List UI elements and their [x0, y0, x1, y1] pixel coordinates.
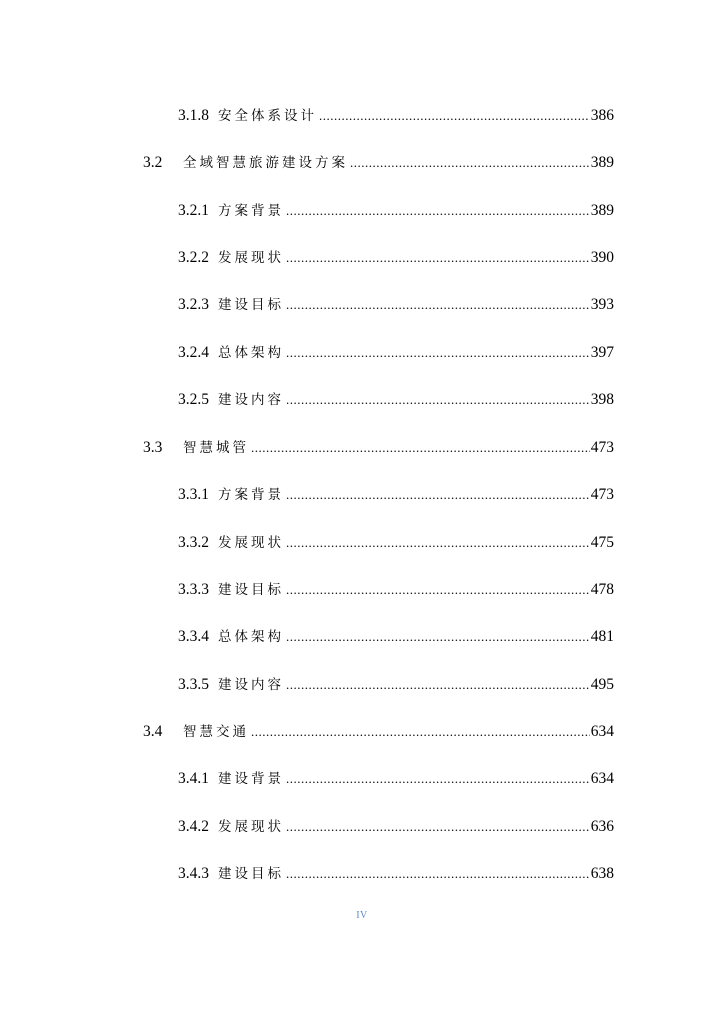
toc-entry-title: 发展现状 [218, 819, 284, 835]
toc-entry-title: 建设内容 [218, 392, 284, 408]
toc-leader-dots [286, 673, 590, 697]
toc-entry-number: 3.4.3 [178, 865, 209, 882]
toc-entry-number: 3.3.3 [178, 581, 209, 598]
toc-entry-page: 478 [590, 581, 614, 598]
toc-entry-title: 方案背景 [218, 203, 284, 219]
toc-entry-3-2-2[interactable] [178, 246, 614, 270]
toc-entry-title: 发展现状 [218, 250, 284, 266]
toc-entry-page: 481 [590, 628, 614, 645]
toc-entry-title: 建设内容 [218, 677, 284, 693]
toc-entry-title: 总体架构 [218, 345, 284, 361]
toc-leader-dots [286, 293, 590, 317]
toc-entry-page: 398 [590, 391, 614, 408]
toc-leader-dots [286, 625, 590, 649]
toc-leader-dots [251, 436, 590, 460]
toc-entry-number: 3.3.2 [178, 534, 209, 551]
toc-entry-3-2-3[interactable] [178, 293, 614, 317]
toc-entry-number: 3.3 [143, 439, 163, 456]
toc-entry-page: 634 [590, 770, 614, 787]
toc-entry-page: 473 [590, 439, 614, 456]
toc-entry-title: 智慧交通 [183, 724, 249, 740]
toc-entry-number: 3.4.1 [178, 770, 209, 787]
toc-entry-page: 386 [590, 107, 614, 124]
toc-leader-dots [286, 341, 590, 365]
toc-entry-number: 3.2.2 [178, 249, 209, 266]
toc-entry-number: 3.2 [143, 154, 163, 171]
toc-entry-title: 建设目标 [218, 866, 284, 882]
toc-entry-number: 3.2.4 [178, 344, 209, 361]
toc-entry-3-3-5[interactable] [178, 673, 614, 697]
toc-entry-title: 方案背景 [218, 487, 284, 503]
toc-entry-3-4[interactable] [143, 720, 614, 744]
toc-entry-3-2-5[interactable] [178, 388, 614, 412]
toc-leader-dots [286, 767, 590, 791]
toc-leader-dots [286, 862, 590, 886]
toc-entry-title: 发展现状 [218, 535, 284, 551]
toc-leader-dots [251, 720, 590, 744]
toc-entry-page: 397 [590, 344, 614, 361]
toc-entry-title: 总体架构 [218, 629, 284, 645]
toc-entry-page: 636 [590, 818, 614, 835]
toc-entry-3-2[interactable] [143, 151, 614, 175]
toc-entry-title: 建设目标 [218, 582, 284, 598]
toc-entry-number: 3.1.8 [178, 107, 209, 124]
toc-leader-dots [286, 199, 590, 223]
toc-entry-page: 634 [590, 723, 614, 740]
toc-entry-number: 3.3.5 [178, 676, 209, 693]
toc-entry-title: 智慧城管 [183, 440, 249, 456]
toc-entry-title: 建设目标 [218, 297, 284, 313]
toc-leader-dots [286, 531, 590, 555]
toc-entry-page: 638 [590, 865, 614, 882]
toc-entry-page: 389 [590, 202, 614, 219]
toc-entry-title: 建设背景 [218, 771, 284, 787]
toc-entry-number: 3.3.4 [178, 628, 209, 645]
toc-entry-3-3-1[interactable] [178, 483, 614, 507]
toc-entry-number: 3.2.5 [178, 391, 209, 408]
toc-leader-dots [319, 104, 590, 128]
toc-entry-3-3[interactable] [143, 436, 614, 460]
toc-entry-3-4-2[interactable] [178, 815, 614, 839]
toc-entry-3-2-4[interactable] [178, 341, 614, 365]
toc-entry-3-3-4[interactable] [178, 625, 614, 649]
toc-entry-3-3-3[interactable] [178, 578, 614, 602]
toc-entry-number: 3.2.3 [178, 296, 209, 313]
toc-entry-number: 3.4.2 [178, 818, 209, 835]
toc-entry-page: 475 [590, 534, 614, 551]
toc-leader-dots [286, 483, 590, 507]
toc-leader-dots [350, 151, 590, 175]
toc-entry-number: 3.2.1 [178, 202, 209, 219]
toc-entry-3-4-3[interactable] [178, 862, 614, 886]
toc-entry-page: 473 [590, 486, 614, 503]
toc-leader-dots [286, 246, 590, 270]
toc-entry-title: 安全体系设计 [218, 108, 317, 124]
toc-entry-3-3-2[interactable] [178, 531, 614, 555]
toc-leader-dots [286, 578, 590, 602]
toc-entry-page: 390 [590, 249, 614, 266]
footer-page-number: IV [356, 910, 368, 921]
toc-entry-title: 全域智慧旅游建设方案 [183, 155, 348, 171]
toc-entry-page: 495 [590, 676, 614, 693]
toc-entry-page: 389 [590, 154, 614, 171]
toc-entry-number: 3.3.1 [178, 486, 209, 503]
toc-leader-dots [286, 388, 590, 412]
toc-entry-number: 3.4 [143, 723, 163, 740]
toc-entry-3-4-1[interactable] [178, 767, 614, 791]
toc-entry-3-2-1[interactable] [178, 199, 614, 223]
toc-leader-dots [286, 815, 590, 839]
toc-entry-page: 393 [590, 296, 614, 313]
toc-entry-3-1-8[interactable] [178, 104, 614, 128]
